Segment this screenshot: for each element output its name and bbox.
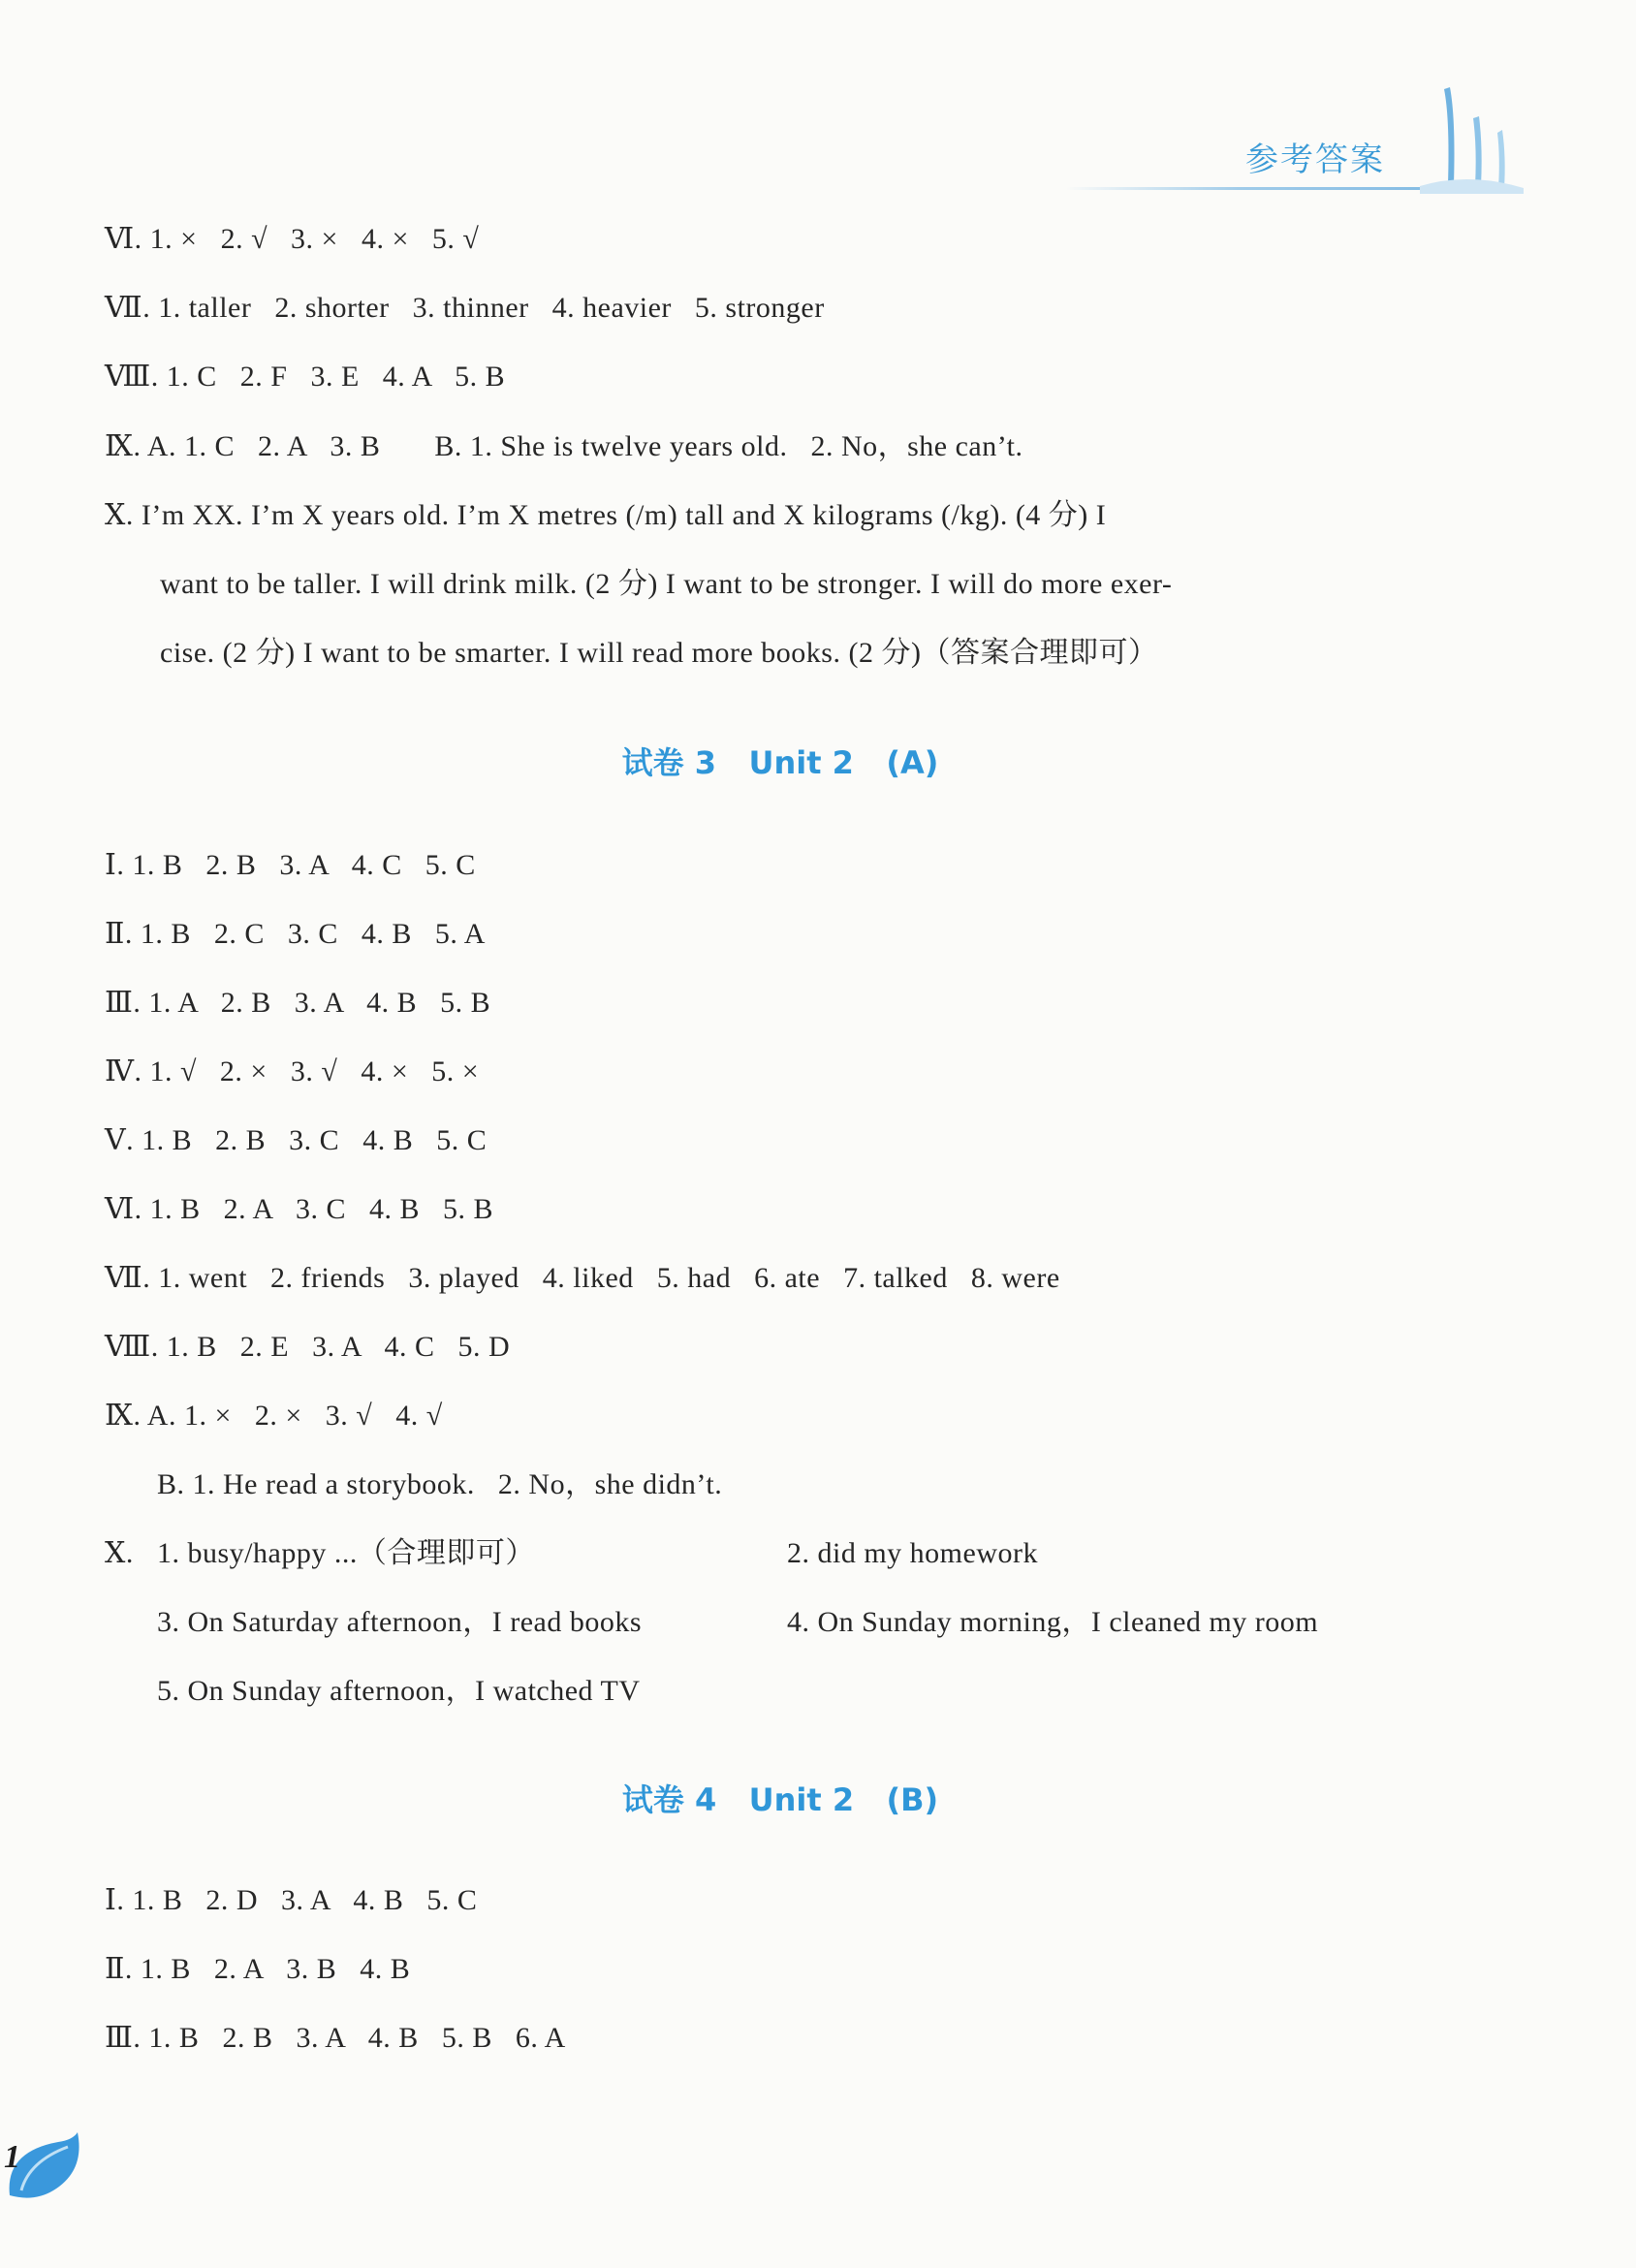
answer-line-10-cont2: cise. (2 分) I want to be smarter. I will read more books. (2 分)（答案合理即可）	[160, 637, 1158, 669]
answer-line-7: Ⅶ. 1. taller 2. shorter 3. thinner 4. heavier 5. stronger	[105, 292, 825, 324]
s3-line-9b: B. 1. He read a storybook. 2. No，she didn’t.	[157, 1468, 723, 1500]
s3-line-6: Ⅵ. 1. B 2. A 3. C 4. B 5. B	[105, 1193, 494, 1225]
s3-line-7: Ⅶ. 1. went 2. friends 3. played 4. liked 5. had 6. ate 7. talked 8. were	[105, 1262, 1060, 1294]
s3-x-item-1: 1. busy/happy ...（合理即可）	[157, 1537, 535, 1569]
page-badge-icon	[0, 2113, 87, 2200]
books-decoration-icon	[1415, 79, 1526, 194]
s3-x-item-2: 2. did my homework	[787, 1537, 1038, 1569]
s3-x-item-3: 3. On Saturday afternoon，I read books	[157, 1606, 643, 1638]
s3-line-4: Ⅳ. 1. √ 2. × 3. √ 4. × 5. ×	[105, 1055, 480, 1087]
s3-x-item-4: 4. On Sunday morning，I cleaned my room	[787, 1606, 1319, 1638]
s3-x-item-5: 5. On Sunday afternoon，I watched TV	[157, 1675, 641, 1707]
answer-line-10: Ⅹ. I’m XX. I’m X years old. I’m X metres (/m) tall and X kilograms (/kg). (4 分) I	[105, 499, 1107, 531]
s3-line-9a: Ⅸ. A. 1. × 2. × 3. √ 4. √	[105, 1400, 443, 1432]
s4-line-2: Ⅱ. 1. B 2. A 3. B 4. B	[105, 1953, 411, 1985]
answer-line-10-cont1: want to be taller. I will drink milk. (2 分) I want to be stronger. I will do more exer-	[160, 568, 1173, 600]
page-number: 1	[4, 2139, 20, 2175]
answer-line-8: Ⅷ. 1. C 2. F 3. E 4. A 5. B	[105, 361, 506, 393]
s3-line-10-label: Ⅹ.	[105, 1537, 134, 1569]
s3-line-3: Ⅲ. 1. A 2. B 3. A 4. B 5. B	[105, 987, 491, 1019]
s3-line-8: Ⅷ. 1. B 2. E 3. A 4. C 5. D	[105, 1331, 511, 1363]
answer-line-6: Ⅵ. 1. × 2. √ 3. × 4. × 5. √	[105, 223, 480, 255]
section-title-4: 试卷 4 Unit 2 (B)	[621, 1781, 939, 1818]
s3-line-5: Ⅴ. 1. B 2. B 3. C 4. B 5. C	[105, 1124, 488, 1156]
header-title: 参考答案	[1245, 141, 1385, 179]
s3-line-2: Ⅱ. 1. B 2. C 3. C 4. B 5. A	[105, 918, 486, 950]
s3-line-1: Ⅰ. 1. B 2. B 3. A 4. C 5. C	[105, 849, 476, 881]
s4-line-1: Ⅰ. 1. B 2. D 3. A 4. B 5. C	[105, 1884, 478, 1916]
answer-line-9: Ⅸ. A. 1. C 2. A 3. B B. 1. She is twelve years old. 2. No，she can’t.	[105, 430, 1023, 462]
s4-line-3: Ⅲ. 1. B 2. B 3. A 4. B 5. B 6. A	[105, 2022, 566, 2054]
section-title-3: 试卷 3 Unit 2 (A)	[621, 744, 939, 781]
